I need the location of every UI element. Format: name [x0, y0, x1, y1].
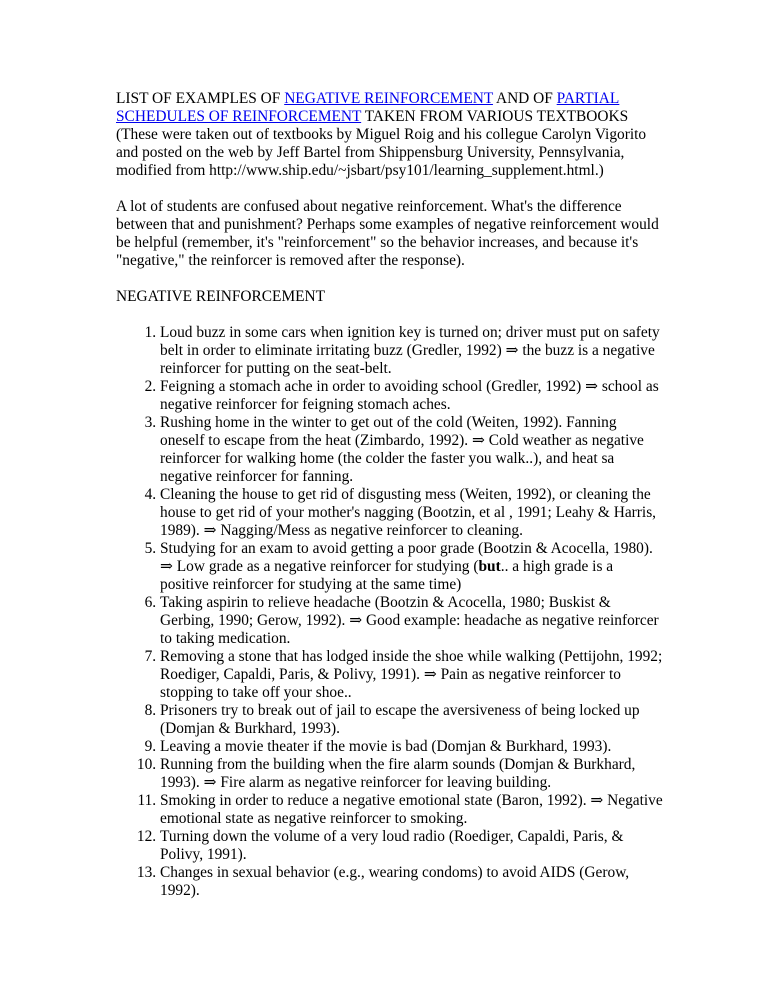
title-suffix: TAKEN FROM VARIOUS TEXTBOOKS — [361, 108, 629, 125]
arrow-icon: ⇒ — [505, 342, 519, 359]
list-item — [160, 540, 664, 594]
item-text: Feigning a stomach ache in order to avoiding school (Gredler, 1992) — [160, 378, 586, 395]
item-conclusion: Negative emotional state as negative reinforcer to smoking. — [160, 792, 663, 827]
item-text: Smoking in order to reduce a negative emotional state (Baron, 1992). — [160, 792, 591, 809]
item-conclusion: Cold weather as negative reinforcer for walking home (the colder the faster you walk..), and heat sa negative reinforcer for fanning. — [160, 432, 644, 485]
arrow-icon: ⇒ — [203, 774, 217, 791]
item-text: Turning down the volume of a very loud radio (Roediger, Capaldi, Paris, & Polivy, 1991). — [160, 828, 624, 863]
list-item — [160, 486, 664, 540]
item-conclusion: Fire alarm as negative reinforcer for leaving building. — [216, 774, 552, 791]
item-conclusion: Nagging/Mess as negative reinforcer to cleaning. — [216, 522, 523, 539]
source-note: (These were taken out of textbooks by Miguel Roig and his collegue Carolyn Vigorito and posted on the web by Jeff Bartel from Shippensburg University, Pennsylvania, modified from http://www.ship.edu/~jsbart/psy101/learning_supplement.html.) — [116, 126, 647, 179]
arrow-icon: ⇒ — [349, 612, 363, 629]
list-item — [160, 702, 664, 738]
arrow-icon: ⇒ — [423, 666, 437, 683]
document-title — [116, 90, 664, 180]
emphasis-text: but — [478, 558, 501, 575]
item-text: Removing a stone that has lodged inside the shoe while walking (Pettijohn, 1992; Roediger, Capaldi, Paris, & Polivy, 1991). — [160, 648, 663, 683]
document-body — [116, 90, 664, 900]
item-text: Changes in sexual behavior (e.g., wearing condoms) to avoid AIDS (Gerow, 1992). — [160, 864, 630, 899]
title-prefix: LIST OF EXAMPLES OF — [116, 90, 285, 107]
item-text: Prisoners try to break out of jail to escape the aversiveness of being locked up (Domjan & Burkhard, 1993). — [160, 702, 640, 737]
examples-list — [116, 324, 664, 900]
item-conclusion: Good example: headache as negative reinforcer to taking medication. — [160, 612, 659, 647]
item-text: Loud buzz in some cars when ignition key is turned on; driver must put on safety belt in order to eliminate irritating buzz (Gredler, 1992) — [160, 324, 660, 359]
item-text: Running from the building when the fire alarm sounds (Domjan & Burkhard, 1993). — [160, 756, 636, 791]
item-text: Taking aspirin to relieve headache (Bootzin & Acocella, 1980; Buskist & Gerbing, 1990; Gerow, 1992). — [160, 594, 611, 629]
item-conclusion: school as negative reinforcer for feigning stomach aches. — [160, 378, 659, 413]
list-item — [160, 738, 664, 756]
item-text: Rushing home in the winter to get out of the cold (Weiten, 1992). Fanning oneself to escape from the heat (Zimbardo, 1992). — [160, 414, 617, 449]
list-item — [160, 756, 664, 792]
arrow-icon: ⇒ — [590, 792, 604, 809]
arrow-icon: ⇒ — [203, 522, 217, 539]
list-item — [160, 864, 664, 900]
negative-reinforcement-link[interactable]: NEGATIVE REINFORCEMENT — [284, 90, 493, 107]
list-item — [160, 792, 664, 828]
item-text: Cleaning the house to get rid of disgusting mess (Weiten, 1992), or cleaning the house to get rid of your mother's nagging (Bootzin, et al , 1991; Leahy & Harris, 1989). — [160, 486, 657, 539]
list-item — [160, 414, 664, 486]
item-text: Studying for an exam to avoid getting a poor grade (Bootzin & Acocella, 1980). — [160, 540, 653, 557]
title-mid: AND OF — [492, 90, 557, 107]
item-conclusion: the buzz is a negative reinforcer for putting on the seat-belt. — [160, 342, 655, 377]
list-item — [160, 378, 664, 414]
arrow-icon: ⇒ — [160, 558, 173, 575]
item-text: Leaving a movie theater if the movie is bad (Domjan & Burkhard, 1993). — [160, 738, 612, 755]
item-note: .. a high grade is a positive reinforcer for studying at the same time) — [160, 558, 614, 593]
intro-paragraph: A lot of students are confused about negative reinforcement. What's the difference between that and punishment? Perhaps some examples of negative reinforcement would be helpful (remember, it's "reinforcement" so the behavior increases, and because it's "negative," the reinforcer is removed after the response). — [116, 198, 659, 269]
list-item — [160, 648, 664, 702]
partial-schedules-link[interactable]: PARTIAL SCHEDULES OF REINFORCEMENT — [116, 90, 620, 125]
list-item — [160, 324, 664, 378]
list-item — [160, 594, 664, 648]
section-heading: NEGATIVE REINFORCEMENT — [116, 288, 326, 305]
item-conclusion: Low grade as a negative reinforcer for studying ( — [172, 558, 479, 575]
arrow-icon: ⇒ — [471, 432, 485, 449]
item-conclusion: Pain as negative reinforcer to stopping to take off your shoe.. — [160, 666, 621, 701]
list-item — [160, 828, 664, 864]
arrow-icon: ⇒ — [585, 378, 598, 395]
